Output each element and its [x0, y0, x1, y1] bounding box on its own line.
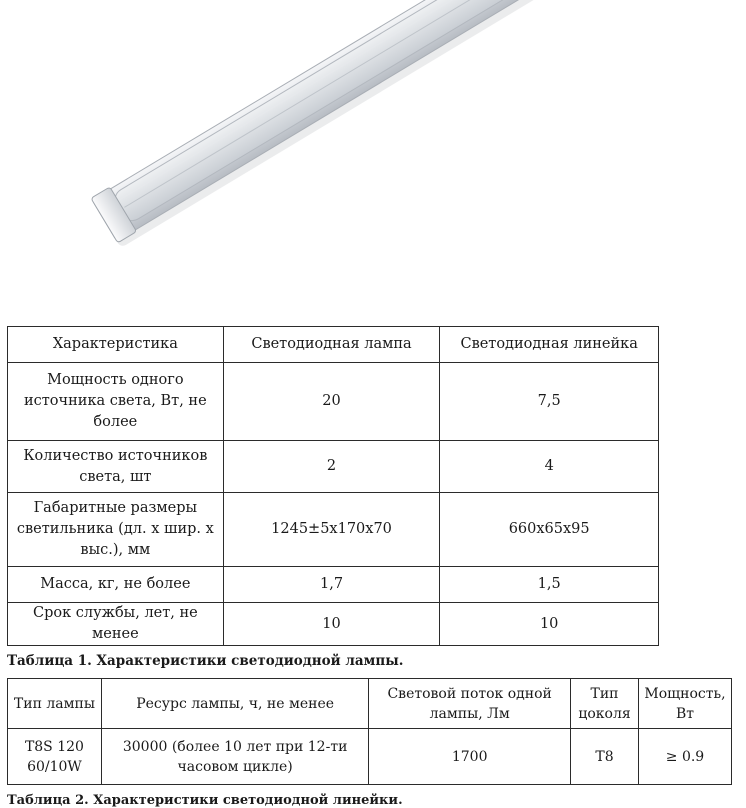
lamp-characteristics-table — [7, 326, 659, 646]
table1-caption: Таблица 1. Характеристики светодиодной лампы. — [7, 653, 404, 669]
luminaire-image — [0, 0, 746, 310]
table-cell: Количество источников света, шт — [8, 441, 224, 493]
table-cell: 10 — [223, 603, 440, 646]
header-cell: Характеристика — [8, 327, 224, 363]
product-photo — [0, 0, 746, 310]
table-cell: ≥ 0.9 — [638, 729, 731, 785]
table-cell: 660х65х95 — [440, 493, 659, 567]
table-row — [8, 363, 659, 441]
table-header-row — [8, 679, 732, 729]
table-cell: 4 — [440, 441, 659, 493]
table-row — [8, 567, 659, 603]
table-cell: 1245±5х170х70 — [223, 493, 440, 567]
table-cell: 1,7 — [223, 567, 440, 603]
header-cell: Светодиодная лампа — [223, 327, 440, 363]
header-cell: Мощность, Вт — [638, 679, 731, 729]
table-cell: Габаритные размеры светильника (дл. х шир. х выс.), мм — [8, 493, 224, 567]
header-cell: Тип цоколя — [571, 679, 639, 729]
table-cell: 20 — [223, 363, 440, 441]
table-cell: T8 — [571, 729, 639, 785]
header-cell: Тип лампы — [8, 679, 102, 729]
table-row — [8, 493, 659, 567]
table-cell: 30000 (более 10 лет при 12-ти часовом цикле) — [101, 729, 368, 785]
table-cell: Масса, кг, не более — [8, 567, 224, 603]
table-cell: Мощность одного источника света, Вт, не более — [8, 363, 224, 441]
table-cell: 10 — [440, 603, 659, 646]
table-row — [8, 603, 659, 646]
table-cell: 1700 — [369, 729, 571, 785]
table-cell: Срок службы, лет, не менее — [8, 603, 224, 646]
table2-caption: Таблица 2. Характеристики светодиодной линейки. — [7, 793, 403, 808]
table-cell: T8S 120 60/10W — [8, 729, 102, 785]
header-cell: Светодиодная линейка — [440, 327, 659, 363]
table-row — [8, 441, 659, 493]
header-cell: Ресурс лампы, ч, не менее — [101, 679, 368, 729]
table-cell: 7,5 — [440, 363, 659, 441]
table-header-row — [8, 327, 659, 363]
header-cell: Световой поток одной лампы, Лм — [369, 679, 571, 729]
led-strip-characteristics-table — [7, 678, 732, 785]
table-cell: 1,5 — [440, 567, 659, 603]
table-row — [8, 729, 732, 785]
table-cell: 2 — [223, 441, 440, 493]
